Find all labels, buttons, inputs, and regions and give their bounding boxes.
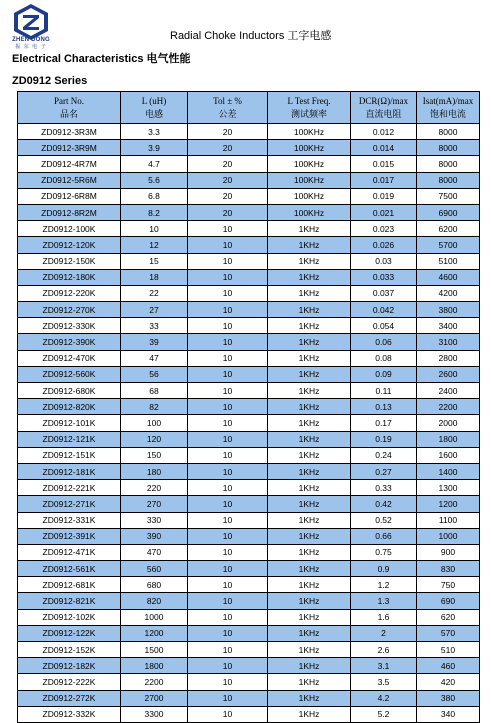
table-cell: 1000	[121, 609, 188, 625]
table-cell: 0.09	[351, 366, 417, 382]
table-cell: 8000	[417, 172, 480, 188]
table-cell: 1KHz	[268, 463, 351, 479]
table-row	[18, 528, 480, 544]
table-cell: 2200	[121, 674, 188, 690]
table-cell: 22	[121, 285, 188, 301]
table-cell: ZD0912-6R8M	[18, 188, 121, 204]
table-row	[18, 577, 480, 593]
table-row	[18, 593, 480, 609]
table-cell: ZD0912-471K	[18, 544, 121, 560]
table-cell: 1KHz	[268, 512, 351, 528]
table-cell: 1.2	[351, 577, 417, 593]
table-cell: 8.2	[121, 204, 188, 220]
table-row	[18, 156, 480, 172]
table-cell: 1KHz	[268, 366, 351, 382]
table-cell: 10	[188, 593, 268, 609]
table-cell: 0.012	[351, 124, 417, 140]
table-row	[18, 253, 480, 269]
table-cell: 10	[188, 463, 268, 479]
table-row	[18, 140, 480, 156]
table-cell: 1KHz	[268, 690, 351, 706]
table-cell: ZD0912-151K	[18, 447, 121, 463]
table-cell: 100KHz	[268, 156, 351, 172]
table-cell: ZD0912-560K	[18, 366, 121, 382]
table-cell: 1KHz	[268, 593, 351, 609]
section-title: Electrical Characteristics 电气性能	[12, 53, 191, 65]
column-header	[268, 92, 351, 124]
table-cell: 10	[188, 706, 268, 722]
electrical-characteristics-table	[17, 91, 480, 723]
table-cell: 4.7	[121, 156, 188, 172]
table-cell: 1KHz	[268, 415, 351, 431]
table-cell: 0.75	[351, 544, 417, 560]
table-cell: 900	[417, 544, 480, 560]
table-cell: 10	[188, 561, 268, 577]
table-row	[18, 188, 480, 204]
table-cell: 10	[188, 544, 268, 560]
table-cell: 8000	[417, 156, 480, 172]
table-cell: 1KHz	[268, 447, 351, 463]
table-cell: ZD0912-271K	[18, 496, 121, 512]
table-cell: 330	[121, 512, 188, 528]
table-cell: 510	[417, 642, 480, 658]
table-cell: ZD0912-820K	[18, 399, 121, 415]
table-cell: ZD0912-222K	[18, 674, 121, 690]
table-row	[18, 658, 480, 674]
table-cell: ZD0912-180K	[18, 269, 121, 285]
column-header-en: L Test Freq.	[287, 95, 331, 106]
table-cell: ZD0912-100K	[18, 221, 121, 237]
table-cell: 10	[121, 221, 188, 237]
column-header-cn: 公差	[218, 108, 237, 119]
table-cell: ZD0912-220K	[18, 285, 121, 301]
table-cell: 1KHz	[268, 334, 351, 350]
table-row	[18, 674, 480, 690]
table-cell: 0.019	[351, 188, 417, 204]
table-cell: ZD0912-101K	[18, 415, 121, 431]
table-cell: 10	[188, 674, 268, 690]
column-header-cn: 品名	[59, 108, 78, 119]
table-cell: 3.5	[351, 674, 417, 690]
table-header-row	[18, 92, 480, 124]
table-row	[18, 706, 480, 722]
table-cell: 0.42	[351, 496, 417, 512]
table-cell: 100KHz	[268, 140, 351, 156]
table-row	[18, 334, 480, 350]
table-cell: 1300	[417, 480, 480, 496]
table-row	[18, 625, 480, 641]
table-cell: ZD0912-8R2M	[18, 204, 121, 220]
table-cell: 10	[188, 318, 268, 334]
table-cell: 340	[417, 706, 480, 722]
table-row	[18, 690, 480, 706]
table-cell: ZD0912-390K	[18, 334, 121, 350]
table-cell: 3.9	[121, 140, 188, 156]
table-cell: 10	[188, 253, 268, 269]
table-cell: 0.08	[351, 350, 417, 366]
table-cell: ZD0912-331K	[18, 512, 121, 528]
table-cell: 1.6	[351, 609, 417, 625]
table-cell: 820	[121, 593, 188, 609]
table-cell: 8000	[417, 140, 480, 156]
table-cell: 0.27	[351, 463, 417, 479]
table-cell: ZD0912-120K	[18, 237, 121, 253]
table-cell: 1KHz	[268, 577, 351, 593]
table-cell: 10	[188, 658, 268, 674]
table-cell: 3.3	[121, 124, 188, 140]
table-cell: 0.026	[351, 237, 417, 253]
table-cell: 20	[188, 188, 268, 204]
logo-wordmark	[6, 37, 56, 51]
table-cell: 1KHz	[268, 237, 351, 253]
table-cell: 0.9	[351, 561, 417, 577]
table-cell: 1KHz	[268, 221, 351, 237]
table-cell: 10	[188, 431, 268, 447]
column-header	[188, 92, 268, 124]
table-cell: 18	[121, 269, 188, 285]
table-cell: 100	[121, 415, 188, 431]
table-row	[18, 496, 480, 512]
table-cell: 20	[188, 140, 268, 156]
table-row	[18, 642, 480, 658]
table-row	[18, 480, 480, 496]
table-cell: 10	[188, 350, 268, 366]
table-cell: 10	[188, 221, 268, 237]
table-cell: 1KHz	[268, 253, 351, 269]
table-cell: 2800	[417, 350, 480, 366]
table-cell: 20	[188, 156, 268, 172]
table-cell: 390	[121, 528, 188, 544]
table-cell: 0.023	[351, 221, 417, 237]
table-cell: 2000	[417, 415, 480, 431]
table-cell: 0.11	[351, 383, 417, 399]
table-cell: 220	[121, 480, 188, 496]
table-cell: ZD0912-330K	[18, 318, 121, 334]
table-cell: 1KHz	[268, 285, 351, 301]
table-cell: ZD0912-391K	[18, 528, 121, 544]
table-cell: ZD0912-681K	[18, 577, 121, 593]
table-cell: ZD0912-821K	[18, 593, 121, 609]
table-cell: 1KHz	[268, 480, 351, 496]
column-header	[121, 92, 188, 124]
table-cell: 10	[188, 269, 268, 285]
table-cell: 2	[351, 625, 417, 641]
table-cell: 6200	[417, 221, 480, 237]
column-header-en: Part No.	[54, 95, 84, 106]
table-row	[18, 172, 480, 188]
table-cell: 1500	[121, 642, 188, 658]
table-cell: 560	[121, 561, 188, 577]
table-cell: ZD0912-270K	[18, 302, 121, 318]
table-cell: 0.042	[351, 302, 417, 318]
table-cell: 0.33	[351, 480, 417, 496]
table-cell: 1KHz	[268, 431, 351, 447]
table-cell: ZD0912-121K	[18, 431, 121, 447]
table-cell: 1000	[417, 528, 480, 544]
table-cell: 100KHz	[268, 172, 351, 188]
table-cell: 2600	[417, 366, 480, 382]
table-cell: 100KHz	[268, 124, 351, 140]
column-header-cn: 测试频率	[290, 108, 327, 119]
table-cell: 20	[188, 204, 268, 220]
table-cell: 1KHz	[268, 625, 351, 641]
table-cell: 680	[121, 577, 188, 593]
table-row	[18, 350, 480, 366]
table-row	[18, 561, 480, 577]
table-cell: 10	[188, 512, 268, 528]
table-cell: 1KHz	[268, 642, 351, 658]
table-cell: 10	[188, 399, 268, 415]
table-cell: 10	[188, 302, 268, 318]
table-cell: 2700	[121, 690, 188, 706]
table-cell: ZD0912-470K	[18, 350, 121, 366]
table-cell: 690	[417, 593, 480, 609]
table-cell: 5100	[417, 253, 480, 269]
table-row	[18, 204, 480, 220]
table-row	[18, 383, 480, 399]
table-cell: 10	[188, 609, 268, 625]
table-cell: 10	[188, 690, 268, 706]
table-cell: 7500	[417, 188, 480, 204]
table-cell: 10	[188, 237, 268, 253]
table-row	[18, 302, 480, 318]
table-row	[18, 269, 480, 285]
table-cell: ZD0912-3R9M	[18, 140, 121, 156]
table-cell: 1200	[417, 496, 480, 512]
table-cell: 1KHz	[268, 609, 351, 625]
table-row	[18, 318, 480, 334]
table-cell: 39	[121, 334, 188, 350]
table-cell: 5.2	[351, 706, 417, 722]
table-cell: ZD0912-5R6M	[18, 172, 121, 188]
document-title: Radial Choke Inductors 工字电感	[170, 30, 332, 42]
table-cell: 750	[417, 577, 480, 593]
table-cell: 470	[121, 544, 188, 560]
table-cell: ZD0912-182K	[18, 658, 121, 674]
table-row	[18, 366, 480, 382]
table-cell: 10	[188, 496, 268, 512]
table-row	[18, 399, 480, 415]
table-cell: 0.03	[351, 253, 417, 269]
table-cell: 2400	[417, 383, 480, 399]
table-cell: 1KHz	[268, 318, 351, 334]
table-cell: 3800	[417, 302, 480, 318]
table-cell: 0.015	[351, 156, 417, 172]
table-cell: 0.054	[351, 318, 417, 334]
table-cell: 4200	[417, 285, 480, 301]
table-cell: ZD0912-272K	[18, 690, 121, 706]
table-cell: 100KHz	[268, 204, 351, 220]
table-cell: 56	[121, 366, 188, 382]
table-cell: 1KHz	[268, 674, 351, 690]
table-cell: 10	[188, 366, 268, 382]
table-body	[18, 124, 480, 723]
table-cell: 82	[121, 399, 188, 415]
table-cell: ZD0912-680K	[18, 383, 121, 399]
table-cell: 6.8	[121, 188, 188, 204]
table-cell: 5.6	[121, 172, 188, 188]
table-cell: 460	[417, 658, 480, 674]
table-cell: 1800	[417, 431, 480, 447]
table-row	[18, 237, 480, 253]
table-cell: 830	[417, 561, 480, 577]
table-row	[18, 463, 480, 479]
table-cell: 10	[188, 625, 268, 641]
table-cell: 0.014	[351, 140, 417, 156]
table-cell: 10	[188, 577, 268, 593]
table-cell: 180	[121, 463, 188, 479]
table-cell: 20	[188, 124, 268, 140]
table-cell: 10	[188, 447, 268, 463]
table-cell: 1200	[121, 625, 188, 641]
table-cell: ZD0912-221K	[18, 480, 121, 496]
table-cell: 27	[121, 302, 188, 318]
table-cell: 5700	[417, 237, 480, 253]
table-cell: 0.037	[351, 285, 417, 301]
table-cell: 1KHz	[268, 561, 351, 577]
table-cell: 0.17	[351, 415, 417, 431]
table-cell: 3.1	[351, 658, 417, 674]
series-title: ZD0912 Series	[12, 75, 88, 87]
table-cell: 3400	[417, 318, 480, 334]
column-header-en: L (uH)	[141, 95, 167, 106]
table-cell: ZD0912-561K	[18, 561, 121, 577]
table-cell: 420	[417, 674, 480, 690]
table-cell: ZD0912-150K	[18, 253, 121, 269]
table-cell: 1100	[417, 512, 480, 528]
table-cell: ZD0912-122K	[18, 625, 121, 641]
table-cell: 10	[188, 334, 268, 350]
table-cell: ZD0912-152K	[18, 642, 121, 658]
table-cell: 1KHz	[268, 528, 351, 544]
table-cell: 0.13	[351, 399, 417, 415]
table-cell: 10	[188, 642, 268, 658]
table-cell: 1KHz	[268, 658, 351, 674]
table-cell: 0.033	[351, 269, 417, 285]
column-header-en: Tol ± %	[213, 95, 242, 106]
column-header	[18, 92, 121, 124]
table-cell: 10	[188, 528, 268, 544]
table-cell: 0.52	[351, 512, 417, 528]
table-cell: 1KHz	[268, 399, 351, 415]
column-header	[351, 92, 417, 124]
table-cell: 10	[188, 383, 268, 399]
table-cell: 0.021	[351, 204, 417, 220]
table-cell: 10	[188, 415, 268, 431]
table-cell: 12	[121, 237, 188, 253]
table-cell: 100KHz	[268, 188, 351, 204]
table-cell: ZD0912-181K	[18, 463, 121, 479]
table-cell: 380	[417, 690, 480, 706]
table-cell: ZD0912-102K	[18, 609, 121, 625]
table-cell: 1KHz	[268, 269, 351, 285]
table-cell: 120	[121, 431, 188, 447]
table-cell: 0.19	[351, 431, 417, 447]
table-cell: 10	[188, 285, 268, 301]
table-cell: 2.6	[351, 642, 417, 658]
column-header-cn: 饱和电流	[429, 108, 466, 119]
table-cell: 8000	[417, 124, 480, 140]
table-row	[18, 124, 480, 140]
table-cell: 1KHz	[268, 544, 351, 560]
table-cell: 1KHz	[268, 302, 351, 318]
table-cell: 1KHz	[268, 383, 351, 399]
table-cell: 3100	[417, 334, 480, 350]
column-header-cn: 直流电阻	[365, 108, 402, 119]
table-cell: 620	[417, 609, 480, 625]
logo-subtext: 振 东 电 子	[15, 44, 47, 50]
table-cell: 6900	[417, 204, 480, 220]
table-cell: ZD0912-3R3M	[18, 124, 121, 140]
table-cell: 570	[417, 625, 480, 641]
table-row	[18, 415, 480, 431]
table-cell: 47	[121, 350, 188, 366]
table-cell: 33	[121, 318, 188, 334]
table-cell: 1800	[121, 658, 188, 674]
table-cell: 0.06	[351, 334, 417, 350]
column-header	[417, 92, 480, 124]
table-cell: 0.24	[351, 447, 417, 463]
table-cell: ZD0912-332K	[18, 706, 121, 722]
logo-name: ZHEN DONG	[12, 37, 50, 43]
table-cell: 270	[121, 496, 188, 512]
table-cell: 1KHz	[268, 350, 351, 366]
table-cell: 1KHz	[268, 706, 351, 722]
table-cell: 1KHz	[268, 496, 351, 512]
table-cell: 150	[121, 447, 188, 463]
table-cell: 15	[121, 253, 188, 269]
table-row	[18, 544, 480, 560]
table-cell: 68	[121, 383, 188, 399]
table-cell: 3300	[121, 706, 188, 722]
table-row	[18, 609, 480, 625]
zhendong-logo	[11, 2, 51, 42]
table-cell: 20	[188, 172, 268, 188]
table-row	[18, 285, 480, 301]
column-header-en: Isat(mA)/max	[422, 95, 474, 106]
column-header-en: DCR(Ω)/max	[358, 95, 409, 106]
table-cell: 0.66	[351, 528, 417, 544]
table-row	[18, 221, 480, 237]
column-header-cn: 电感	[144, 108, 163, 119]
table-cell: 1600	[417, 447, 480, 463]
table-cell: 10	[188, 480, 268, 496]
table-cell: 2200	[417, 399, 480, 415]
logo-mark-icon	[11, 2, 51, 42]
table-cell: 4600	[417, 269, 480, 285]
table-cell: 1400	[417, 463, 480, 479]
table-cell: 0.017	[351, 172, 417, 188]
table-cell: 1.3	[351, 593, 417, 609]
table-cell: 4.2	[351, 690, 417, 706]
table-row	[18, 447, 480, 463]
table-cell: ZD0912-4R7M	[18, 156, 121, 172]
table-row	[18, 512, 480, 528]
table-row	[18, 431, 480, 447]
